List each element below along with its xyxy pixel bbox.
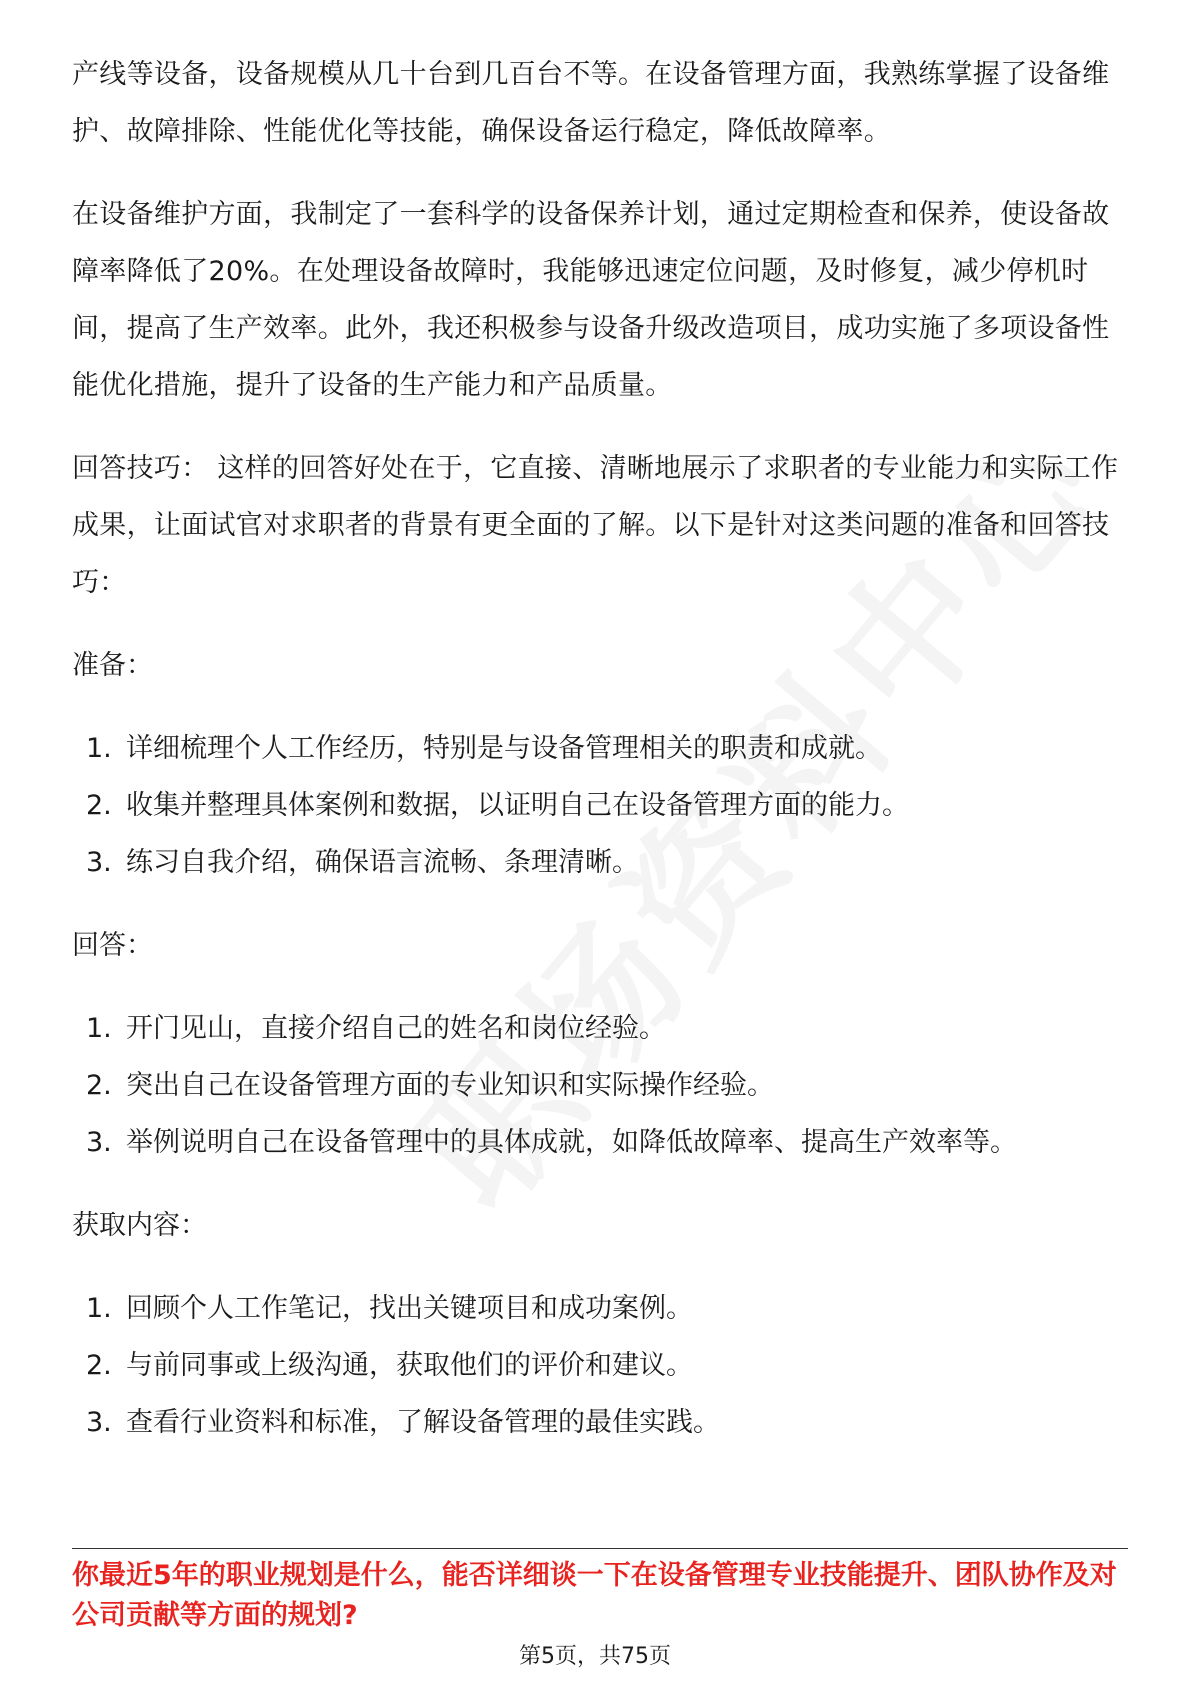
list-item bbox=[72, 834, 1128, 891]
section-heading-answer: 回答： bbox=[72, 930, 153, 961]
list-text: 与前同事或上级沟通，获取他们的评价和建议。 bbox=[126, 1350, 693, 1381]
list-text: 举例说明自己在设备管理中的具体成就，如降低故障率、提高生产效率等。 bbox=[126, 1127, 1017, 1158]
list-text: 回顾个人工作笔记，找出关键项目和成功案例。 bbox=[126, 1293, 693, 1324]
answer-list bbox=[72, 1000, 1128, 1171]
list-number: 3. bbox=[86, 847, 112, 878]
list-number: 3. bbox=[86, 1407, 112, 1438]
section-heading-prepare: 准备： bbox=[72, 650, 153, 681]
list-item bbox=[72, 720, 1128, 777]
page-content bbox=[72, 46, 1128, 1477]
gather-list bbox=[72, 1280, 1128, 1451]
paragraph-1: 产线等设备，设备规模从几十台到几百台不等。在设备管理方面，我熟练掌握了设备维护、故障排除、性能优化等技能，确保设备运行稳定，降低故障率。 bbox=[72, 59, 1110, 147]
next-question-heading: 你最近5年的职业规划是什么，能否详细谈一下在设备管理专业技能提升、团队协作及对公司贡献等方面的规划? bbox=[72, 1560, 1117, 1631]
list-number: 1. bbox=[86, 733, 112, 764]
list-item bbox=[72, 1000, 1128, 1057]
list-number: 2. bbox=[86, 1350, 112, 1381]
list-number: 2. bbox=[86, 1070, 112, 1101]
list-item bbox=[72, 1280, 1128, 1337]
section-divider bbox=[72, 1548, 1128, 1549]
paragraph-answer-tips: 回答技巧： 这样的回答好处在于，它直接、清晰地展示了求职者的专业能力和实际工作成果，让面试官对求职者的背景有更全面的了解。以下是针对这类问题的准备和回答技巧： bbox=[72, 453, 1119, 598]
list-text: 查看行业资料和标准，了解设备管理的最佳实践。 bbox=[126, 1407, 720, 1438]
paragraph-2: 在设备维护方面，我制定了一套科学的设备保养计划，通过定期检查和保养，使设备故障率降低了20%。在处理设备故障时，我能够迅速定位问题，及时修复，减少停机时间，提高了生产效率。此外，我还积极参与设备升级改造项目，成功实施了多项设备性能优化措施，提升了设备的生产能力和产品质量。 bbox=[72, 199, 1110, 401]
list-number: 3. bbox=[86, 1127, 112, 1158]
list-text: 收集并整理具体案例和数据，以证明自己在设备管理方面的能力。 bbox=[126, 790, 909, 821]
list-text: 突出自己在设备管理方面的专业知识和实际操作经验。 bbox=[126, 1070, 774, 1101]
list-number: 2. bbox=[86, 790, 112, 821]
list-item bbox=[72, 1057, 1128, 1114]
list-number: 1. bbox=[86, 1013, 112, 1044]
list-item bbox=[72, 777, 1128, 834]
prepare-list bbox=[72, 720, 1128, 891]
list-item bbox=[72, 1337, 1128, 1394]
page-number-footer: 第5页，共75页 bbox=[519, 1644, 671, 1669]
list-item bbox=[72, 1394, 1128, 1451]
list-text: 练习自我介绍，确保语言流畅、条理清晰。 bbox=[126, 847, 639, 878]
section-heading-gather: 获取内容： bbox=[72, 1210, 207, 1241]
list-item bbox=[72, 1114, 1128, 1171]
list-number: 1. bbox=[86, 1293, 112, 1324]
list-text: 开门见山，直接介绍自己的姓名和岗位经验。 bbox=[126, 1013, 666, 1044]
list-text: 详细梳理个人工作经历，特别是与设备管理相关的职责和成就。 bbox=[126, 733, 882, 764]
